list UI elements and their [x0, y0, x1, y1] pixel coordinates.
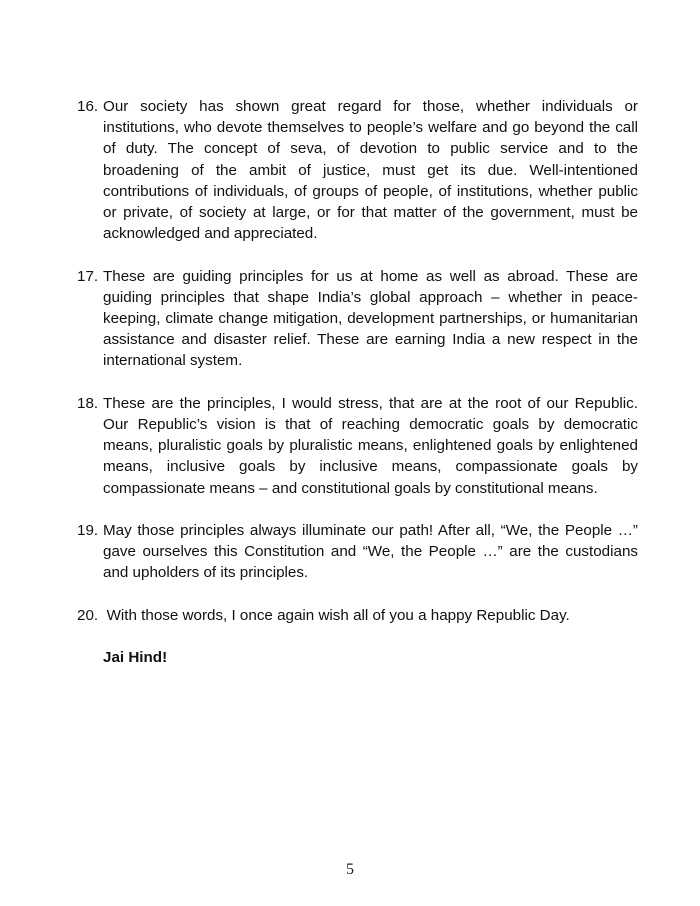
closing-salutation: Jai Hind!	[103, 649, 168, 667]
paragraph-number: 19.	[77, 522, 99, 540]
page-number: 5	[346, 861, 354, 878]
paragraph-number: 20.	[77, 606, 99, 624]
paragraph-text: May those principles always illuminate our path! After all, “We, the People …” gave ourselves this Constitution and “We, the People …” are the custodians and upholders of its principles.	[103, 522, 638, 582]
paragraph-text: With those words, I once again wish all of you a happy Republic Day.	[106, 606, 570, 624]
document-body	[77, 96, 638, 668]
paragraph-number: 16.	[77, 98, 99, 115]
paragraph-number: 17.	[77, 267, 99, 285]
paragraph-19	[77, 520, 638, 584]
paragraph-17	[77, 266, 638, 372]
paragraph-20	[77, 605, 638, 626]
paragraph-text: Our society has shown great regard for those, whether individuals or institutions, who devote themselves to people’s welfare and go beyond the call of duty. The concept of seva, of devotion to public service and to the broadening of the ambit of justice, must get its due. Well-intentioned contributions of individuals, of groups of people, of institutions, whether public or private, of society at large, or for that matter of the government, must be acknowledged and appreciated.	[103, 98, 638, 243]
paragraph-number: 18.	[77, 394, 99, 412]
paragraph-text: These are the principles, I would stress, that are at the root of our Republic. Our Republic’s vision is that of reaching democratic goals by democratic means, pluralistic goals by pluralistic means, enlightened goals by enlightened means, inclusive goals by inclusive means, compassionate goals by compassionate means – and constitutional goals by constitutional means.	[103, 394, 638, 497]
paragraph-16	[77, 96, 638, 244]
paragraph-18	[77, 393, 638, 499]
paragraph-text: These are guiding principles for us at home as well as abroad. These are guiding principles that shape India’s global approach – whether in peace-keeping, climate change mitigation, development partnerships, or humanitarian assistance and disaster relief. These are earning India a new respect in the international system.	[103, 267, 638, 370]
